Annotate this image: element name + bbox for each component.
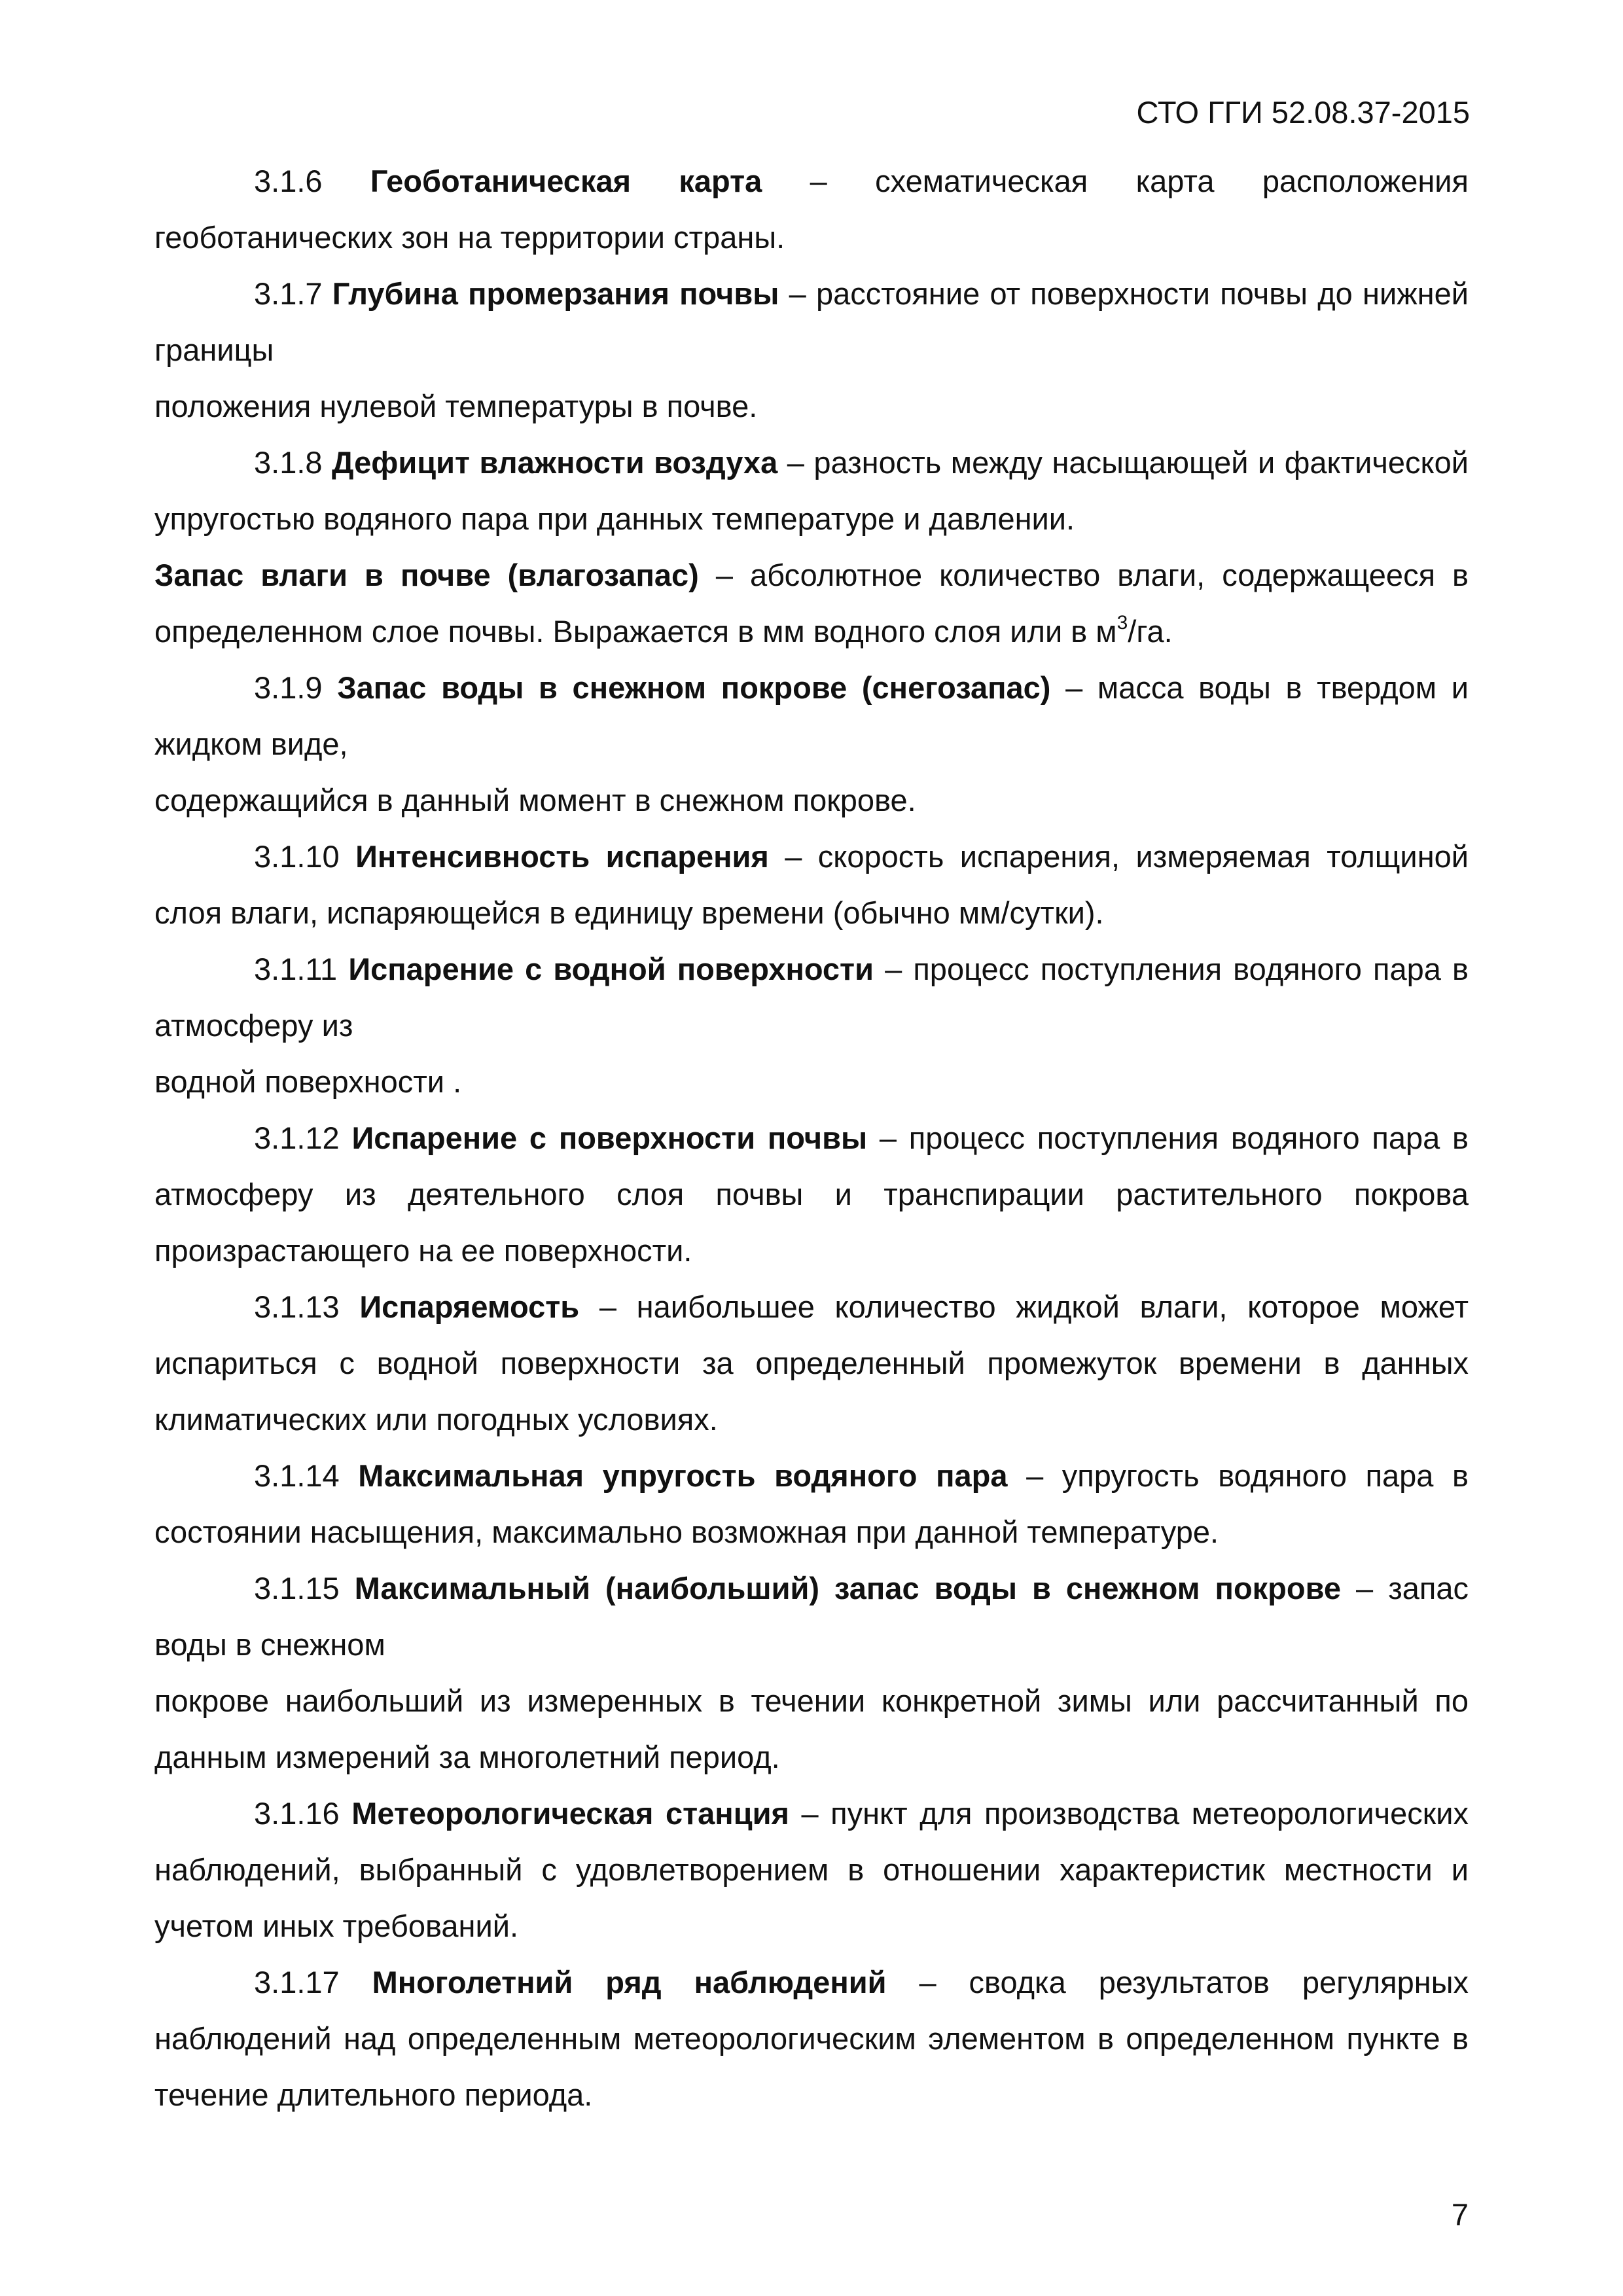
definition-text: процесс поступления водяного пара в атмосферу из деятельного слоя почвы и транспирации растительного покрова произрастающего на ее поверхности. <box>154 1121 1469 1268</box>
dash: – <box>810 164 827 198</box>
definition-3-1-16 <box>154 1785 1469 1954</box>
definition-text: запас воды в снежном <box>154 1571 1469 1662</box>
dash: – <box>1356 1571 1374 1605</box>
definition-text: схематическая карта расположения геоботанических зон на территории страны. <box>154 164 1469 255</box>
definition-text: абсолютное количество влаги, содержащееся в определенном слое почвы. Выражается в мм водного слоя или в м <box>154 558 1469 649</box>
term: Запас влаги в почве (влагозапас) <box>154 558 699 592</box>
definition-text: расстояние от поверхности почвы до нижней границы <box>154 276 1469 367</box>
clause-number: 3.1.8 <box>254 445 323 480</box>
term: Геоботаническая карта <box>370 164 762 198</box>
page-number: 7 <box>1451 2197 1469 2232</box>
clause-number: 3.1.7 <box>254 276 323 311</box>
term: Интенсивность испарения <box>355 839 769 874</box>
clause-number: 3.1.10 <box>254 839 340 874</box>
definition-3-1-15 <box>154 1560 1469 1673</box>
clause-number: 3.1.15 <box>254 1571 340 1605</box>
definition-text: масса воды в твердом и жидком виде, <box>154 670 1469 761</box>
term: Максимальная упругость водяного пара <box>358 1458 1008 1493</box>
dash: – <box>715 558 733 592</box>
term: Метеорологическая станция <box>351 1796 789 1831</box>
term: Многолетний ряд наблюдений <box>372 1965 887 2000</box>
dash: – <box>801 1796 819 1831</box>
term: Глубина промерзания почвы <box>332 276 779 311</box>
definition-text: наибольшее количество жидкой влаги, которое может испариться с водной поверхности за определенный промежуток времени в данных климатических или погодных условиях. <box>154 1289 1469 1437</box>
definition-3-1-13 <box>154 1279 1469 1448</box>
term: Дефицит влажности воздуха <box>332 445 778 480</box>
term: Запас воды в снежном покрове (снегозапас) <box>337 670 1051 705</box>
definition-text: сводка результатов регулярных наблюдений над определенным метеорологическим элементом в определенном пункте в течение длительного периода. <box>154 1965 1469 2112</box>
clause-number: 3.1.6 <box>254 164 323 198</box>
definitions-list <box>154 153 1469 2123</box>
definition-text: процесс поступления водяного пара в атмосферу из <box>154 952 1469 1043</box>
clause-number: 3.1.12 <box>254 1121 340 1155</box>
definition-text: разность между насыщающей и фактической упругостью водяного пара при данных температуре и давлении. <box>154 445 1469 536</box>
definition-tail: /га. <box>1128 614 1173 649</box>
term: Испарение с водной поверхности <box>348 952 874 986</box>
dash: – <box>879 1121 897 1155</box>
definition-text: пункт для производства метеорологических наблюдений, выбранный с удовлетворением в отношении характеристик местности и учетом иных требований. <box>154 1796 1469 1943</box>
dash: – <box>787 445 804 480</box>
term: Испарение с поверхности почвы <box>351 1121 868 1155</box>
dash: – <box>789 276 806 311</box>
document-code: СТО ГГИ 52.08.37-2015 <box>1136 95 1470 130</box>
dash: – <box>785 839 802 874</box>
clause-number: 3.1.16 <box>254 1796 340 1831</box>
dash: – <box>885 952 902 986</box>
clause-number: 3.1.13 <box>254 1289 340 1324</box>
definition-3-1-12 <box>154 1110 1469 1279</box>
definition-continuation: водной поверхности . <box>154 1064 462 1099</box>
definition-soil-moisture-reserve <box>154 547 1469 660</box>
definition-text: упругость водяного пара в состоянии насыщения, максимально возможная при данной температуре. <box>154 1458 1469 1549</box>
definition-3-1-8 <box>154 435 1469 547</box>
dash: – <box>1065 670 1083 705</box>
term: Максимальный (наибольший) запас воды в снежном покрове <box>354 1571 1342 1605</box>
definition-3-1-10 <box>154 829 1469 941</box>
definition-3-1-6 <box>154 153 1469 266</box>
definition-3-1-11 <box>154 941 1469 1054</box>
definition-3-1-17 <box>154 1954 1469 2123</box>
clause-number: 3.1.14 <box>254 1458 340 1493</box>
definition-3-1-14 <box>154 1448 1469 1560</box>
definition-continuation: содержащийся в данный момент в снежном покрове. <box>154 783 916 817</box>
clause-number: 3.1.9 <box>254 670 323 705</box>
dash: – <box>599 1289 616 1324</box>
clause-number: 3.1.17 <box>254 1965 340 2000</box>
term: Испаряемость <box>359 1289 580 1324</box>
superscript: 3 <box>1116 612 1128 634</box>
definition-3-1-7 <box>154 266 1469 378</box>
definition-continuation: покрове наибольший из измеренных в течении конкретной зимы или рассчитанный по данным измерений за многолетний период. <box>154 1683 1469 1774</box>
clause-number: 3.1.11 <box>254 952 338 986</box>
definition-text: скорость испарения, измеряемая толщиной слоя влаги, испаряющейся в единицу времени (обычно мм/сутки). <box>154 839 1469 930</box>
definition-continuation: положения нулевой температуры в почве. <box>154 389 758 423</box>
definition-3-1-9 <box>154 660 1469 772</box>
dash: – <box>1026 1458 1044 1493</box>
dash: – <box>919 1965 936 2000</box>
